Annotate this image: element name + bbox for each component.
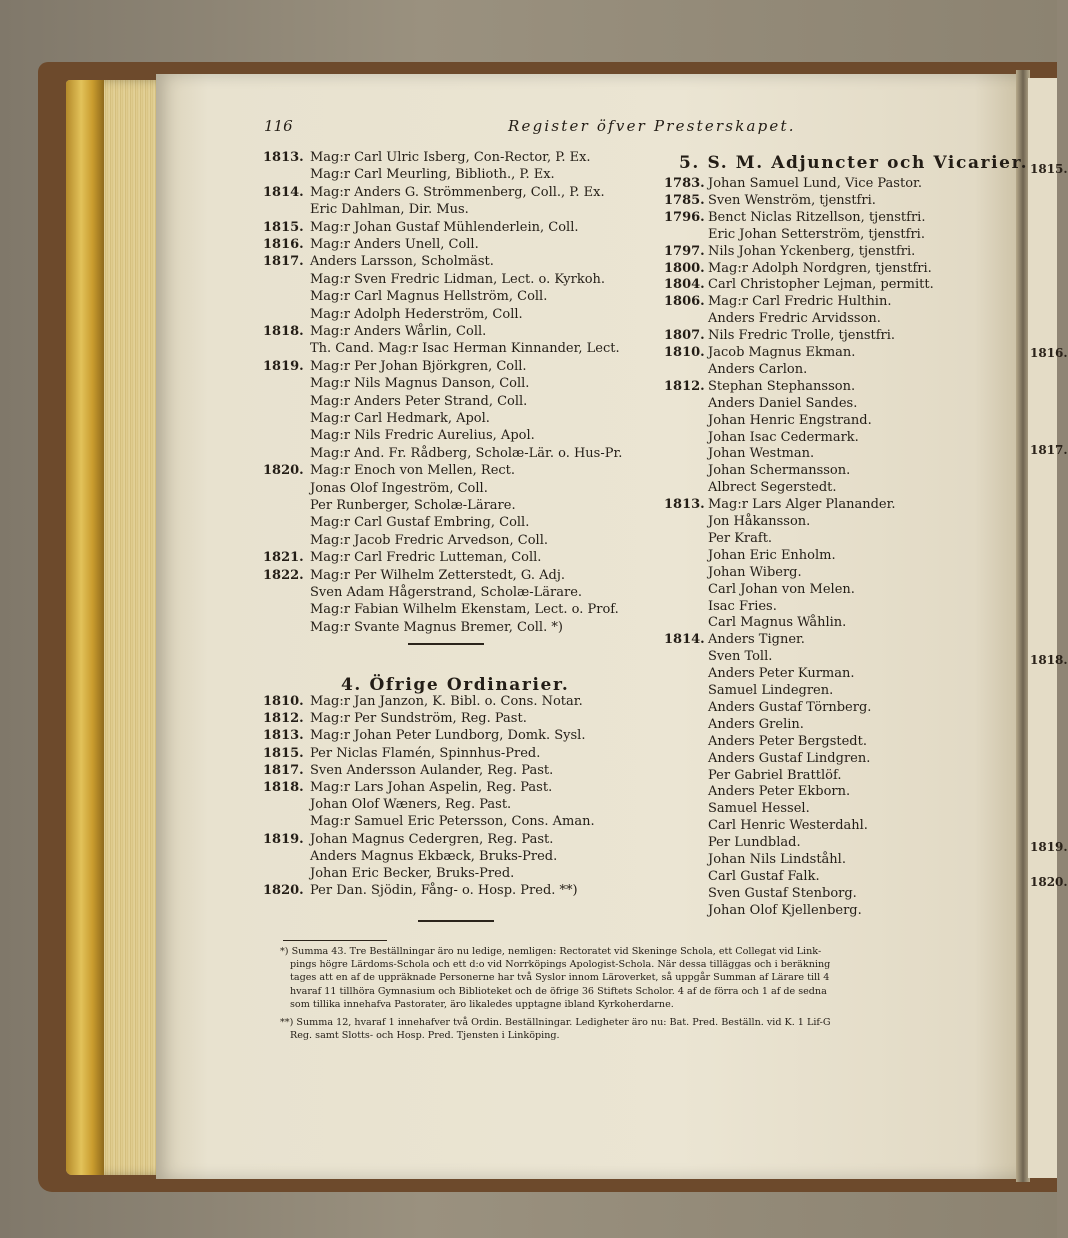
entry-text: Mag:r Nils Fredric Aurelius, Apol. bbox=[310, 428, 535, 444]
entry-text: Mag:r Lars Alger Planander. bbox=[708, 497, 896, 513]
entry-text: Jacob Magnus Ekman. bbox=[708, 345, 856, 360]
entry-text: Johan Eric Becker, Bruks-Pred. bbox=[310, 866, 515, 881]
entry-year: 1822. bbox=[263, 567, 304, 583]
entry-text: Mag:r Adolph Hederström, Coll. bbox=[310, 306, 523, 322]
entry-year: 1785. bbox=[664, 192, 705, 208]
entry-text: Sven Andersson Aulander, Reg. Past. bbox=[310, 762, 554, 778]
entry-text: Anders Peter Bergstedt. bbox=[708, 733, 867, 749]
entry-year: 1819. bbox=[263, 831, 304, 847]
entry-year: 1807. bbox=[664, 328, 705, 344]
entry-text: Mag:r Johan Gustaf Mühlenderlein, Coll. bbox=[310, 219, 579, 235]
footnote-line: pings högre Lärdoms-Schola och ett d:o vid Norrköpings Apologist-Schola. När dessa tilläggas och i beräkning bbox=[290, 959, 831, 971]
entry-year: 1820. bbox=[263, 463, 304, 479]
entry-text: Anders Magnus Ekbæck, Bruks-Pred. bbox=[310, 848, 558, 864]
entry-text: Albrect Segerstedt. bbox=[708, 480, 837, 496]
entry-text: Johan Isac Cedermark. bbox=[708, 429, 859, 445]
entry-year: 1783. bbox=[664, 176, 705, 191]
entry-text: Th. Cand. Mag:r Isac Herman Kinnander, Lect. bbox=[310, 341, 620, 357]
entry-text: Johan Eric Enholm. bbox=[708, 547, 836, 563]
entry-text: Mag:r Carl Meurling, Biblioth., P. Ex. bbox=[310, 167, 555, 183]
next-page-year: 1818. bbox=[1030, 653, 1068, 667]
entry-text: Nils Fredric Trolle, tjenstfri. bbox=[708, 328, 896, 344]
entry-text: Mag:r Anders Unell, Coll. bbox=[310, 237, 479, 252]
left-column-section-4 bbox=[263, 694, 658, 899]
entry-text: Mag:r Carl Gustaf Embring, Coll. bbox=[310, 515, 530, 531]
entry-text: Mag:r Carl Fredric Lutteman, Coll. bbox=[310, 550, 542, 566]
entry-text: Jonas Olof Ingeström, Coll. bbox=[310, 480, 488, 496]
entry-text: Per Kraft. bbox=[708, 530, 773, 546]
entry-text: Anders Daniel Sandes. bbox=[708, 395, 858, 411]
entry-text: Mag:r Carl Fredric Hulthin. bbox=[708, 294, 892, 310]
entry-text: Mag:r Anders G. Strömmenberg, Coll., P. Ex. bbox=[310, 184, 605, 200]
entry-text: Anders Carlon. bbox=[708, 361, 808, 377]
entry-text: Mag:r Jacob Fredric Arvedson, Coll. bbox=[310, 532, 548, 548]
entry-year: 1810. bbox=[263, 694, 304, 709]
entry-year: 1806. bbox=[664, 294, 705, 310]
entry-year: 1804. bbox=[664, 277, 705, 293]
section-end-divider bbox=[418, 920, 494, 922]
entry-text: Johan Magnus Cedergren, Reg. Past. bbox=[310, 831, 554, 847]
page-number: 116 bbox=[264, 117, 293, 135]
entry-text: Per Dan. Sjödin, Fång- o. Hosp. Pred. **) bbox=[310, 883, 578, 899]
entry-text: Mag:r Carl Ulric Isberg, Con-Rector, P. Ex. bbox=[310, 150, 591, 165]
entry-text: Mag:r Samuel Eric Petersson, Cons. Aman. bbox=[310, 814, 595, 830]
entry-year: 1817. bbox=[263, 762, 304, 778]
footnote-line: Reg. samt Slotts- och Hosp. Pred. Tjensten i Linköping. bbox=[290, 1030, 560, 1042]
entry-year: 1813. bbox=[263, 728, 304, 744]
entry-text: Isac Fries. bbox=[708, 598, 777, 614]
entry-year: 1815. bbox=[263, 219, 304, 235]
entry-text: Mag:r Per Wilhelm Zetterstedt, G. Adj. bbox=[310, 567, 565, 583]
footnote-line: **) Summa 12, hvaraf 1 innehafver två Ordin. Beställningar. Ledigheter äro nu: Bat. Pred. Beställn. vid K. 1 Lif-G bbox=[280, 1017, 831, 1028]
entry-text: Jon Håkansson. bbox=[708, 514, 811, 529]
entry-text: Mag:r Fabian Wilhelm Ekenstam, Lect. o. Prof. bbox=[310, 602, 619, 618]
entry-text: Samuel Hessel. bbox=[708, 801, 810, 817]
section-4-heading: 4. Öfrige Ordinarier. bbox=[341, 675, 570, 695]
entry-text: Benct Niclas Ritzellson, tjenstfri. bbox=[708, 209, 926, 225]
entry-text: Johan Westman. bbox=[708, 446, 815, 462]
entry-text: Mag:r And. Fr. Rådberg, Scholæ-Lär. o. Hus-Pr. bbox=[310, 445, 623, 461]
section-5-heading: 5. S. M. Adjuncter och Vicarier. bbox=[679, 153, 1029, 173]
entry-text: Anders Gustaf Törnberg. bbox=[708, 699, 872, 715]
entry-text: Johan Henric Engstrand. bbox=[708, 412, 872, 428]
entry-text: Mag:r Lars Johan Aspelin, Reg. Past. bbox=[310, 780, 553, 795]
next-page-edge bbox=[1028, 78, 1068, 1178]
entry-text: Sven Toll. bbox=[708, 649, 773, 665]
entry-text: Mag:r Enoch von Mellen, Rect. bbox=[310, 463, 516, 479]
entry-text: Anders Gustaf Lindgren. bbox=[708, 750, 871, 766]
entry-text: Per Gabriel Brattlöf. bbox=[708, 767, 842, 783]
entry-year: 1818. bbox=[263, 324, 304, 339]
entry-year: 1797. bbox=[664, 243, 705, 259]
entry-text: Anders Larsson, Scholmäst. bbox=[310, 254, 494, 270]
entry-text: Anders Peter Ekborn. bbox=[708, 784, 851, 800]
entry-text: Samuel Lindegren. bbox=[708, 683, 834, 698]
entry-text: Eric Johan Setterström, tjenstfri. bbox=[708, 226, 925, 242]
running-title: Register öfver Presterskapet. bbox=[508, 117, 796, 135]
entry-text: Sven Wenström, tjenstfri. bbox=[708, 192, 876, 208]
entry-text: Nils Johan Yckenberg, tjenstfri. bbox=[708, 243, 916, 259]
entry-text: Sven Adam Hågerstrand, Scholæ-Lärare. bbox=[310, 585, 583, 600]
entry-text: Mag:r Adolph Nordgren, tjenstfri. bbox=[708, 260, 932, 276]
footnote-line: *) Summa 43. Tre Beställningar äro nu ledige, nemligen: Rectoratet vid Skeninge Schola, ett Collegat vid Link- bbox=[280, 946, 822, 957]
entry-year: 1810. bbox=[664, 345, 705, 360]
footnote-line: hvaraf 11 tillhöra Gymnasium och Biblioteket och de öfrige 36 Stiftets Scholor. 4 af de förra och 1 af de sedna bbox=[290, 985, 827, 997]
entry-text: Mag:r Carl Hedmark, Apol. bbox=[310, 411, 490, 426]
entry-year: 1812. bbox=[263, 711, 304, 727]
entry-year: 1814. bbox=[664, 632, 705, 648]
entry-year: 1813. bbox=[263, 150, 304, 165]
entry-year: 1817. bbox=[263, 254, 304, 270]
entry-year: 1813. bbox=[664, 497, 705, 513]
entry-text: Mag:r Johan Peter Lundborg, Domk. Sysl. bbox=[310, 728, 586, 744]
entry-text: Anders Tigner. bbox=[708, 632, 805, 648]
entry-year: 1816. bbox=[263, 237, 304, 252]
entry-text: Mag:r Sven Fredric Lidman, Lect. o. Kyrkoh. bbox=[310, 271, 606, 287]
right-column bbox=[664, 176, 1016, 921]
entry-text: Per Niclas Flamén, Spinnhus-Pred. bbox=[310, 745, 541, 761]
entry-text: Mag:r Svante Magnus Bremer, Coll. *) bbox=[310, 619, 563, 635]
entry-text: Johan Nils Lindståhl. bbox=[708, 852, 846, 867]
footnotes bbox=[280, 946, 1016, 1056]
entry-text: Johan Wiberg. bbox=[708, 564, 802, 580]
entry-year: 1812. bbox=[664, 378, 705, 394]
entry-text: Johan Schermansson. bbox=[708, 463, 851, 479]
entry-text: Eric Dahlman, Dir. Mus. bbox=[310, 202, 469, 218]
entry-text: Mag:r Jan Janzon, K. Bibl. o. Cons. Notar. bbox=[310, 694, 583, 709]
entry-text: Mag:r Carl Magnus Hellström, Coll. bbox=[310, 289, 548, 305]
entry-text: Anders Fredric Arvidsson. bbox=[708, 311, 881, 327]
entry-text: Mag:r Anders Wårlin, Coll. bbox=[310, 324, 487, 339]
entry-text: Mag:r Per Johan Björkgren, Coll. bbox=[310, 358, 527, 374]
next-page-year: 1817. bbox=[1030, 443, 1068, 457]
entry-year: 1820. bbox=[263, 883, 304, 899]
next-page-year: 1819. bbox=[1030, 840, 1068, 854]
entry-year: 1796. bbox=[664, 209, 705, 225]
next-page-year: 1815. bbox=[1030, 162, 1068, 176]
next-page-year: 1816. bbox=[1030, 346, 1068, 360]
entry-year: 1814. bbox=[263, 184, 304, 200]
footnote-rule bbox=[283, 940, 387, 941]
entry-text: Carl Christopher Lejman, permitt. bbox=[708, 277, 934, 293]
entry-text: Sven Gustaf Stenborg. bbox=[708, 885, 857, 901]
entry-year: 1800. bbox=[664, 260, 705, 276]
next-page-year: 1820. bbox=[1030, 875, 1068, 889]
entry-text: Anders Grelin. bbox=[708, 716, 804, 732]
entry-year: 1818. bbox=[263, 780, 304, 795]
footnote-line: som tillika innehafva Pastorater, äro likaledes upptagne ibland Kyrkoherdarne. bbox=[290, 998, 674, 1010]
entry-year: 1819. bbox=[263, 358, 304, 374]
entry-text: Johan Olof Wæners, Reg. Past. bbox=[310, 797, 512, 813]
footnote-line: tages att en af de uppräknade Personerne har två Syslor innom Läroverket, så uppgår Summan af Lärare till 4 bbox=[290, 972, 830, 984]
section-divider bbox=[408, 643, 484, 645]
entry-year: 1821. bbox=[263, 550, 304, 566]
entry-text: Johan Olof Kjellenberg. bbox=[708, 902, 862, 918]
entry-text: Carl Magnus Wåhlin. bbox=[708, 615, 847, 631]
entry-text: Johan Samuel Lund, Vice Pastor. bbox=[708, 176, 922, 191]
entry-text: Per Lundblad. bbox=[708, 835, 801, 851]
entry-text: Per Runberger, Scholæ-Lärare. bbox=[310, 498, 516, 513]
entry-text: Anders Peter Kurman. bbox=[708, 666, 855, 682]
entry-text: Carl Henric Westerdahl. bbox=[708, 818, 868, 834]
entry-text: Carl Johan von Melen. bbox=[708, 581, 855, 597]
gilt-page-edge bbox=[66, 80, 104, 1175]
entry-text: Mag:r Nils Magnus Danson, Coll. bbox=[310, 376, 530, 392]
left-column bbox=[263, 150, 658, 635]
entry-text: Stephan Stephansson. bbox=[708, 378, 856, 394]
entry-text: Mag:r Per Sundström, Reg. Past. bbox=[310, 711, 527, 727]
entry-text: Mag:r Anders Peter Strand, Coll. bbox=[310, 393, 528, 409]
entry-text: Carl Gustaf Falk. bbox=[708, 868, 820, 884]
entry-year: 1815. bbox=[263, 745, 304, 761]
